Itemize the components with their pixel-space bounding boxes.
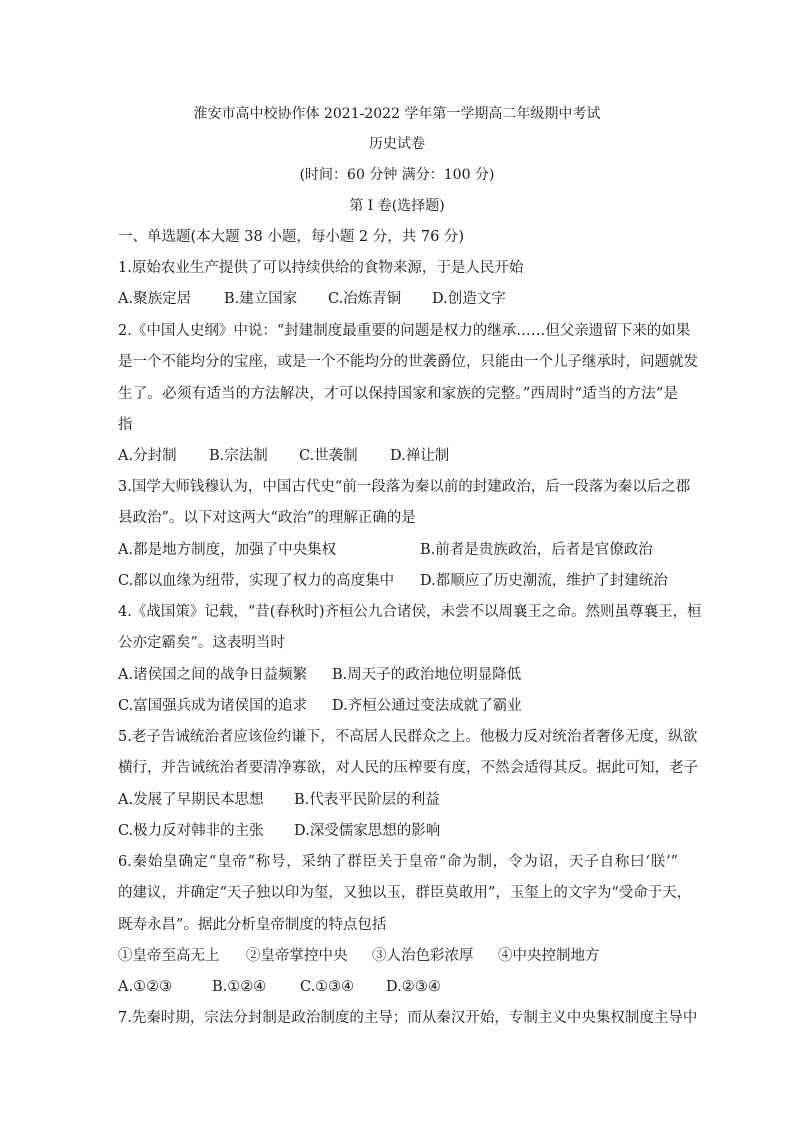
question-7-stem-line-1: 7.先秦时期，宗法分封制是政治制度的主导；而从秦汉开始，专制主义中央集权制度主导中: [118, 1010, 698, 1026]
question-1-option-d: D.创造文字: [432, 291, 506, 307]
question-5-option-b: B.代表平民阶层的利益: [294, 792, 440, 808]
question-4-option-c: C.富国强兵成为诸侯国的追求: [118, 698, 308, 714]
question-5-option-c: C.极力反对韩非的主张: [118, 823, 264, 839]
question-5-stem-line-2: 横行，并告诫统治者要清净寡欲，对人民的压榨要有度，不然会适得其反。据此可知，老子: [118, 760, 698, 776]
question-3-option-b: B.前者是贵族政治，后者是官僚政治: [420, 542, 653, 558]
question-2-option-d: D.禅让制: [390, 448, 450, 464]
question-1-option-b: B.建立国家: [224, 291, 298, 307]
question-6-option-d: D.②③④: [386, 979, 441, 995]
question-3-option-a: A.都是地方制度，加强了中央集权: [118, 542, 337, 558]
question-2-stem-line-1: 2.《中国人史纲》中说：“封建制度最重要的问题是权力的继承……但父亲遗留下来的如果: [118, 323, 691, 339]
question-4-option-b: B.周天子的政治地位明显降低: [332, 667, 522, 683]
time-info: (时间：60 分钟 满分：100 分): [299, 167, 495, 183]
question-4-option-d: D.齐桓公通过变法成就了霸业: [332, 698, 522, 714]
question-6-item-1: ①皇帝至高无上: [118, 948, 220, 964]
question-2-stem-line-2: 是一个不能均分的宝座，或是一个不能均分的世袭爵位，只能由一个儿子继承时，问题就发: [118, 354, 698, 370]
question-3-option-c: C.都以血缘为纽带，实现了权力的高度集中: [118, 573, 395, 589]
question-4-stem-line-1: 4.《战国策》记载，“昔(春秋时)齐桓公九合诸侯，未尝不以周襄王之命。然则虽尊襄王，桓: [118, 604, 702, 620]
subject-title: 历史试卷: [369, 136, 425, 152]
question-5-stem-line-1: 5.老子告诫统治者应该俭约谦下，不高居人民群众之上。他极力反对统治者奢侈无度，纵欲: [118, 729, 698, 745]
question-6-option-c: C.①③④: [300, 979, 355, 995]
question-5-option-d: D.深受儒家思想的影响: [294, 823, 441, 839]
question-4-option-a: A.诸侯国之间的战争日益频繁: [118, 667, 308, 683]
question-6-stem-line-1: 6.秦始皇确定“皇帝”称号，采纳了群臣关于皇帝“命为制，令为诏，天子自称曰‘朕’”: [118, 854, 678, 870]
question-6-option-b: B.①②④: [212, 979, 267, 995]
question-6-item-3: ③人治色彩浓厚: [372, 948, 474, 964]
question-5-option-a: A.发展了早期民本思想: [118, 792, 264, 808]
question-4-stem-line-2: 公亦定霸矣”。这表明当时: [118, 635, 285, 651]
question-1-option-a: A.聚族定居: [118, 291, 192, 307]
question-2-option-a: A.分封制: [118, 448, 177, 464]
question-2-option-c: C.世袭制: [299, 448, 358, 464]
question-1-option-c: C.冶炼青铜: [328, 291, 402, 307]
question-3-stem-line-2: 县政治”。以下对这两大“政治”的理解正确的是: [118, 510, 416, 526]
question-3-stem-line-1: 3.国学大师钱穆认为，中国古代史“前一段落为秦以前的封建政治，后一段落为秦以后之郡: [118, 479, 691, 495]
question-6-stem-line-3: 既寿永昌”。据此分析皇帝制度的特点包括: [118, 917, 387, 933]
question-2-option-b: B.宗法制: [209, 448, 268, 464]
question-2-stem-line-3: 生了。必须有适当的方法解决，才可以保持国家和家族的完整。”西周时“适当的方法”是: [118, 386, 678, 402]
volume-title: 第 I 卷(选择题): [349, 198, 445, 214]
section-heading: 一、单选题(本大题 38 小题，每小题 2 分，共 76 分): [118, 229, 465, 245]
exam-title: 淮安市高中校协作体 2021-2022 学年第一学期高二年级期中考试: [193, 106, 601, 122]
question-1-stem: 1.原始农业生产提供了可以持续供给的食物来源，于是人民开始: [118, 260, 524, 276]
question-6-option-a: A.①②③: [118, 979, 173, 995]
question-6-item-4: ④中央控制地方: [498, 948, 600, 964]
question-3-option-d: D.都顺应了历史潮流，维护了封建统治: [420, 573, 668, 589]
question-2-stem-line-4: 指: [118, 417, 133, 433]
question-6-item-2: ②皇帝掌控中央: [246, 948, 348, 964]
question-6-stem-line-2: 的建议，并确定“天子独以印为玺，又独以玉，群臣莫敢用”，玉玺上的文字为“受命于天，: [118, 885, 692, 901]
